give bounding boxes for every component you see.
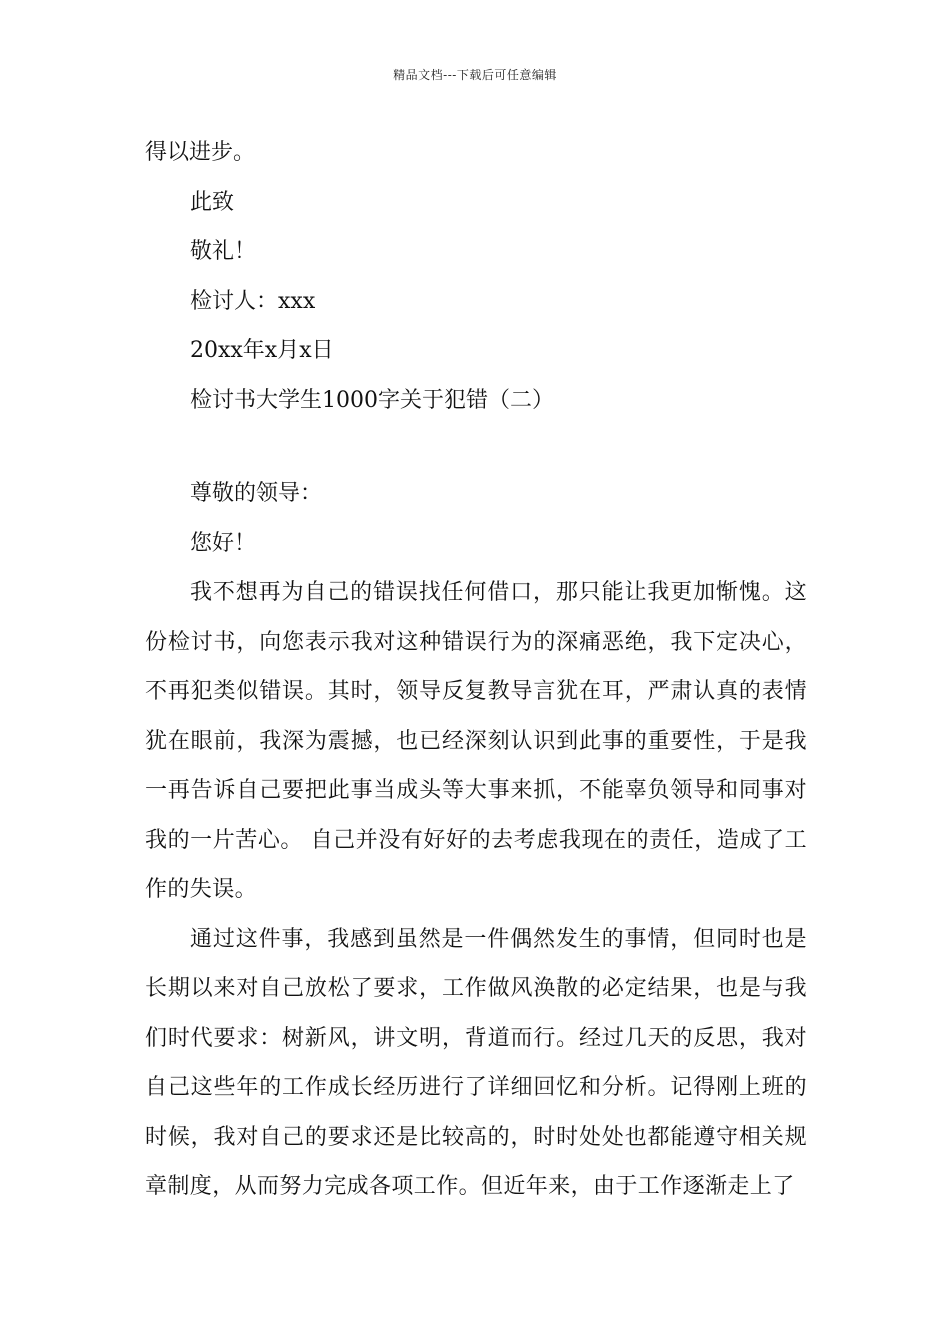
spacer [145,425,807,469]
document-body [145,128,807,1212]
date-line: 20xx年x月x日 [190,338,334,363]
page-header: 精品文档---下载后可任意编辑 [393,68,557,82]
continuation-line: 得以进步。 [145,140,256,165]
body-paragraph-2: 通过这件事，我感到虽然是一件偶然发生的事情，但同时也是长期以来对自己放松了要求，工作做风涣散的必定结果，也是与我们时代要求：树新风，讲文明，背道而行。经过几天的反思，我对自己这些年的工作成长经历进行了详细回忆和分析。记得刚上班的时候，我对自己的要求还是比较高的，时时处处也都能遵守相关规章制度，从而努力完成各项工作。但近年来，由于工作逐渐走上了 [145,926,807,1199]
greeting: 您好！ [190,530,257,556]
section-title: 检讨书大学生1000字关于犯错（二） [190,387,554,413]
body-paragraph-1: 我不想再为自己的错误找任何借口，那只能让我更加惭愧。这份检讨书，向您表示我对这种错误行为的深痛恶绝，我下定决心，不再犯类似错误。其时，领导反复教导言犹在耳，严肃认真的表情犹在眼前，我深为震撼，也已经深刻认识到此事的重要性，于是我一再告诉自己要把此事当成头等大事来抓，不能辜负领导和同事对我的一片苦心。 自己并没有好好的去考虑我现在的责任，造成了工作的失误。 [145,580,807,902]
closing-respect: 敬礼！ [190,239,257,264]
closing-salutation: 此致 [190,189,235,215]
salutation: 尊敬的领导： [190,481,323,506]
signer-line: 检讨人：xxx [190,288,316,314]
